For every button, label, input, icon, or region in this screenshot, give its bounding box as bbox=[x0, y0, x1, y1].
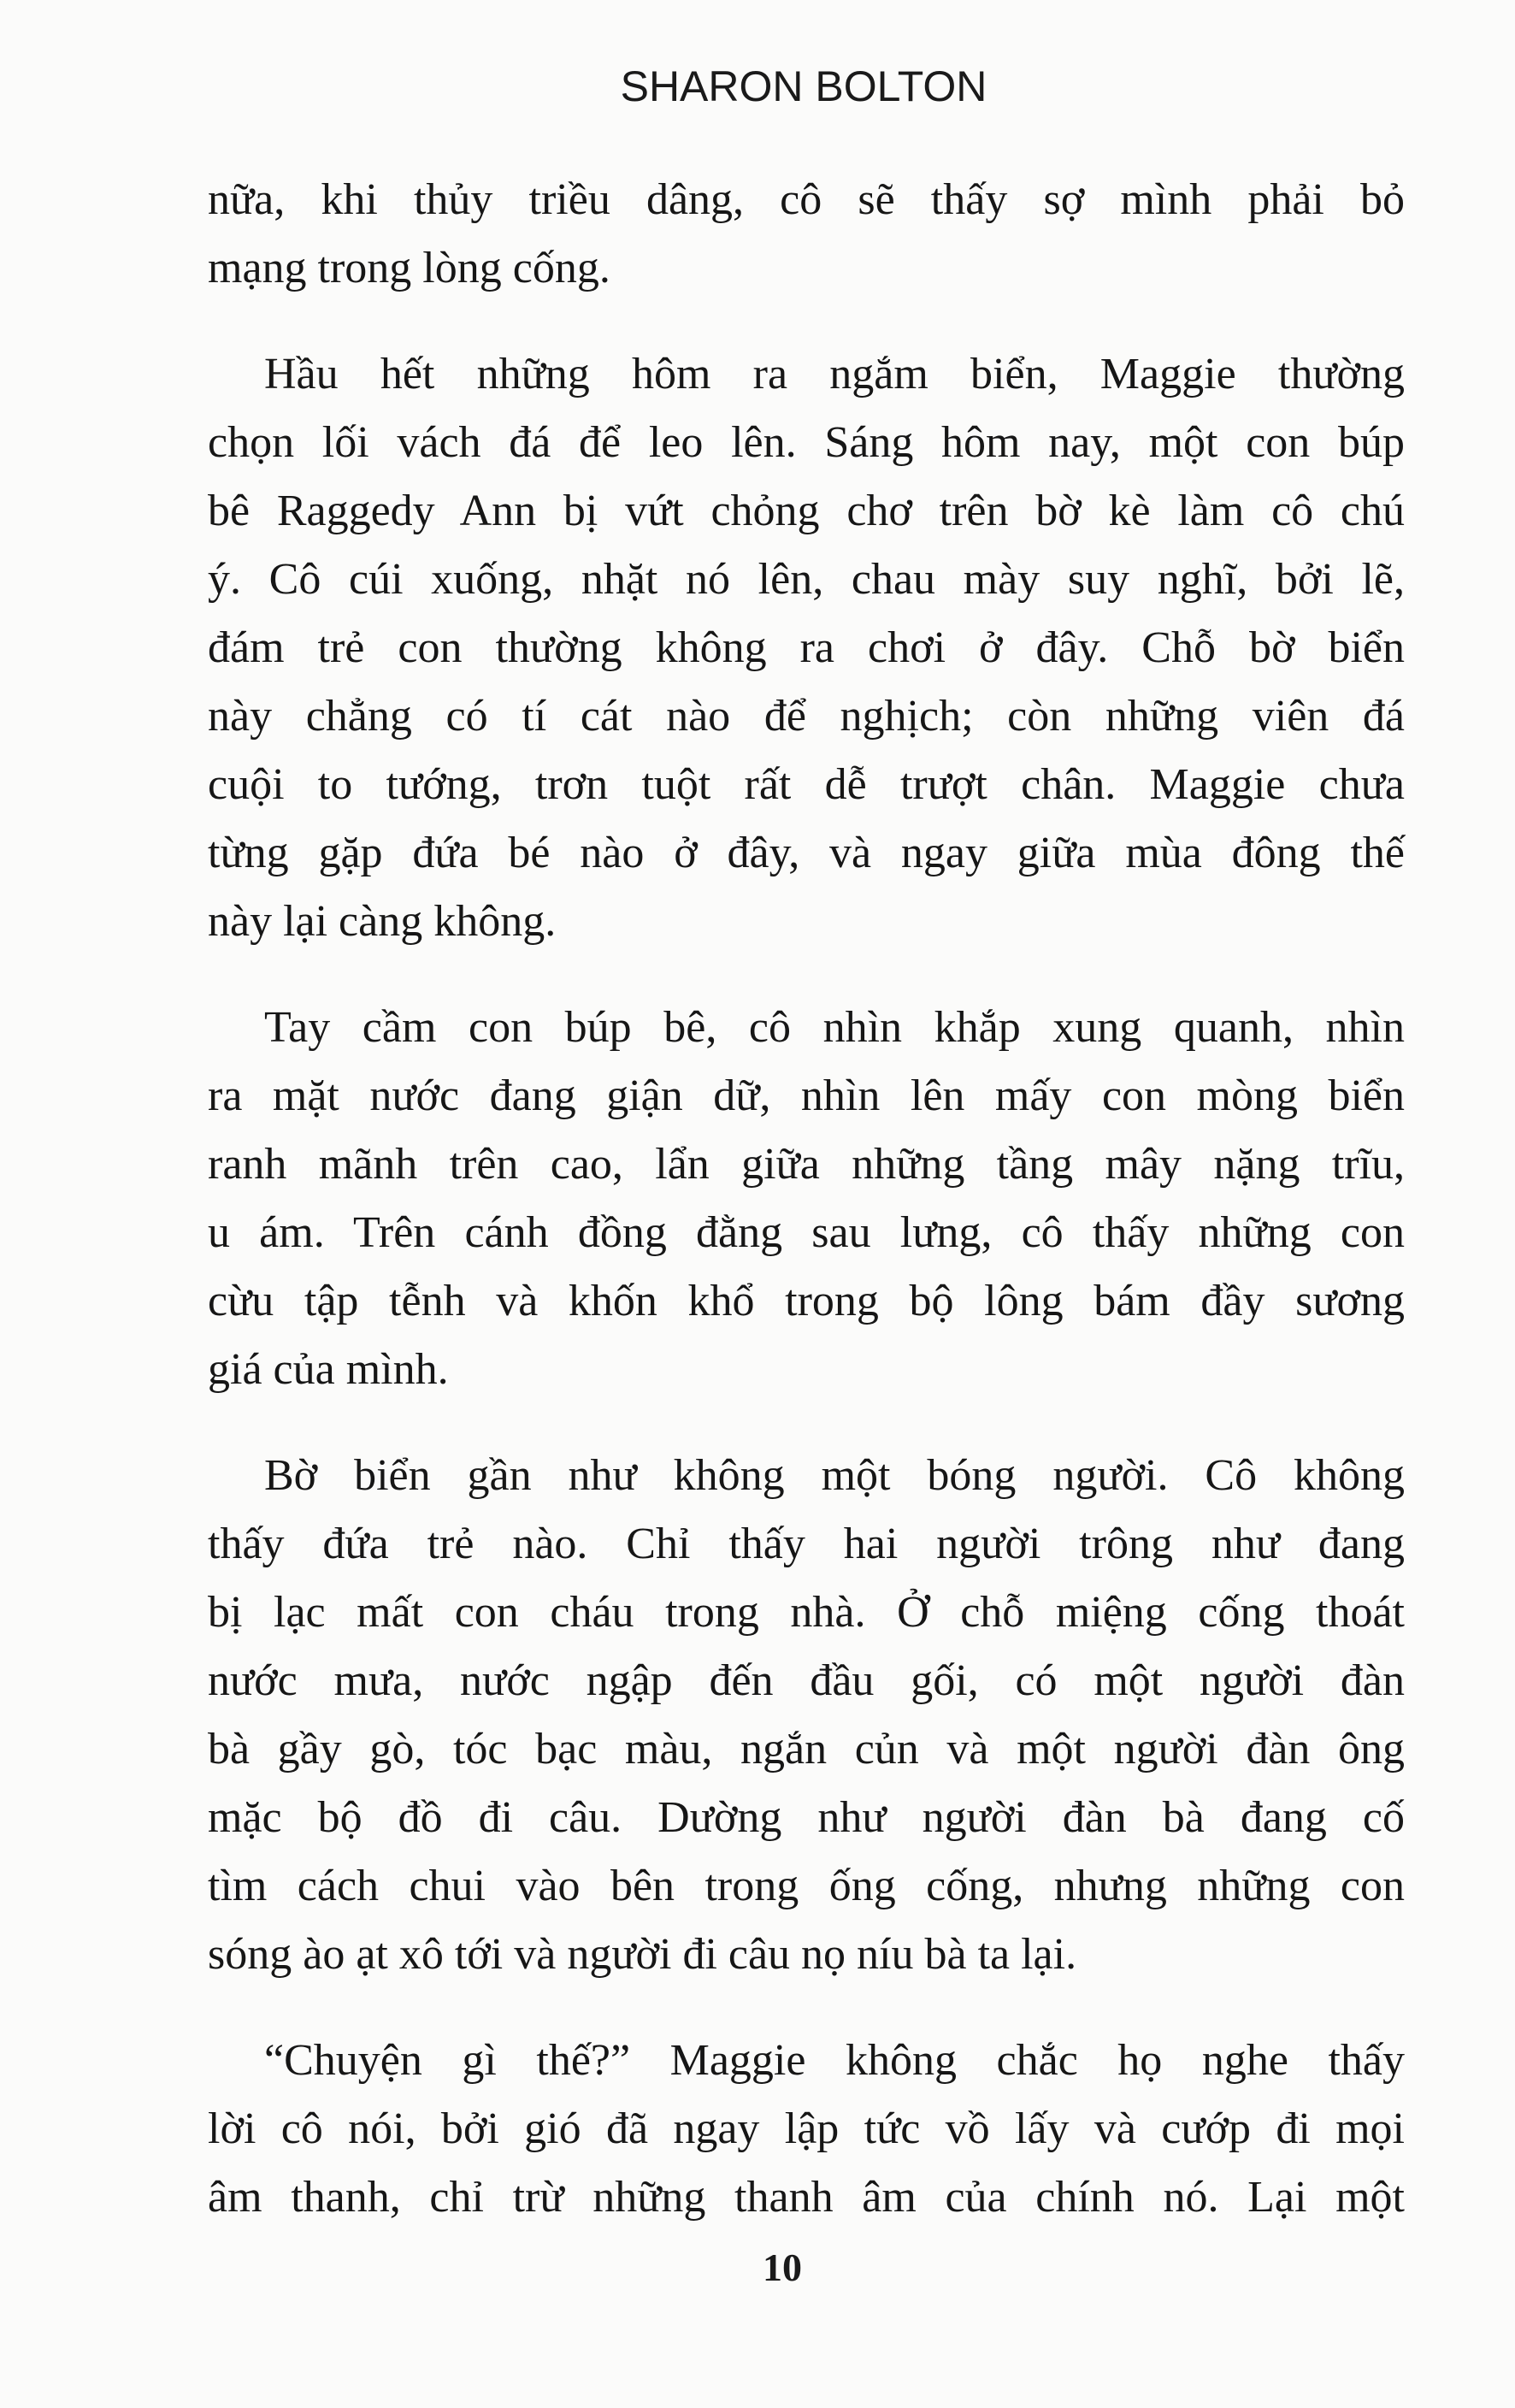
text-line: ra mặt nước đang giận dữ, nhìn lên mấy con mòng biển bbox=[208, 1071, 1405, 1120]
text-line: âm thanh, chỉ trừ những thanh âm của chính nó. Lại một bbox=[208, 2173, 1405, 2222]
text-line: chọn lối vách đá để leo lên. Sáng hôm nay, một con búp bbox=[208, 418, 1405, 467]
text-line: cuội to tướng, trơn tuột rất dễ trượt chân. Maggie chưa bbox=[208, 760, 1405, 809]
text-line: đám trẻ con thường không ra chơi ở đây. Chỗ bờ biển bbox=[208, 623, 1405, 672]
text-line: Hầu hết những hôm ra ngắm biển, Maggie thường bbox=[264, 350, 1405, 398]
body-text bbox=[208, 166, 1405, 2269]
text-line: cừu tập tễnh và khốn khổ trong bộ lông bám đầy sương bbox=[208, 1277, 1405, 1325]
text-line: ranh mãnh trên cao, lẩn giữa những tầng mây nặng trĩu, bbox=[208, 1140, 1405, 1189]
text-line: bà gầy gò, tóc bạc màu, ngắn củn và một người đàn ông bbox=[208, 1725, 1405, 1774]
text-line: này chẳng có tí cát nào để nghịch; còn những viên đá bbox=[208, 692, 1405, 741]
paragraph bbox=[208, 340, 1405, 956]
text-line: “Chuyện gì thế?” Maggie không chắc họ nghe thấy bbox=[264, 2036, 1405, 2085]
paragraph bbox=[208, 1442, 1405, 1989]
text-line: Tay cầm con búp bê, cô nhìn khắp xung quanh, nhìn bbox=[264, 1003, 1405, 1052]
text-line: mạng trong lòng cống. bbox=[208, 244, 610, 292]
text-line: tìm cách chui vào bên trong ống cống, nhưng những con bbox=[208, 1862, 1405, 1910]
text-line: lời cô nói, bởi gió đã ngay lập tức vồ lấy và cướp đi mọi bbox=[208, 2104, 1405, 2153]
text-line: từng gặp đứa bé nào ở đây, và ngay giữa mùa đông thế bbox=[208, 829, 1405, 877]
text-line: thấy đứa trẻ nào. Chỉ thấy hai người trông như đang bbox=[208, 1520, 1405, 1568]
paragraph bbox=[208, 2027, 1405, 2232]
paragraph bbox=[208, 166, 1405, 303]
text-line: mặc bộ đồ đi câu. Dường như người đàn bà đang cố bbox=[208, 1793, 1405, 1842]
text-line: giá của mình. bbox=[208, 1345, 449, 1394]
text-line: ý. Cô cúi xuống, nhặt nó lên, chau mày suy nghĩ, bởi lẽ, bbox=[208, 555, 1405, 604]
text-line: sóng ào ạt xô tới và người đi câu nọ níu bà ta lại. bbox=[208, 1930, 1077, 1979]
text-line: này lại càng không. bbox=[208, 897, 557, 946]
text-line: bị lạc mất con cháu trong nhà. Ở chỗ miệng cống thoát bbox=[208, 1588, 1405, 1637]
text-line: u ám. Trên cánh đồng đằng sau lưng, cô thấy những con bbox=[208, 1208, 1405, 1257]
text-line: Bờ biển gần như không một bóng người. Cô không bbox=[264, 1451, 1405, 1500]
text-line: nữa, khi thủy triều dâng, cô sẽ thấy sợ mình phải bỏ bbox=[208, 175, 1405, 224]
running-header: SHARON BOLTON bbox=[620, 62, 987, 110]
paragraph bbox=[208, 994, 1405, 1404]
text-line: bê Raggedy Ann bị vứt chỏng chơ trên bờ kè làm cô chú bbox=[208, 487, 1405, 535]
text-line: nước mưa, nước ngập đến đầu gối, có một người đàn bbox=[208, 1656, 1405, 1705]
page-number: 10 bbox=[763, 2246, 802, 2289]
